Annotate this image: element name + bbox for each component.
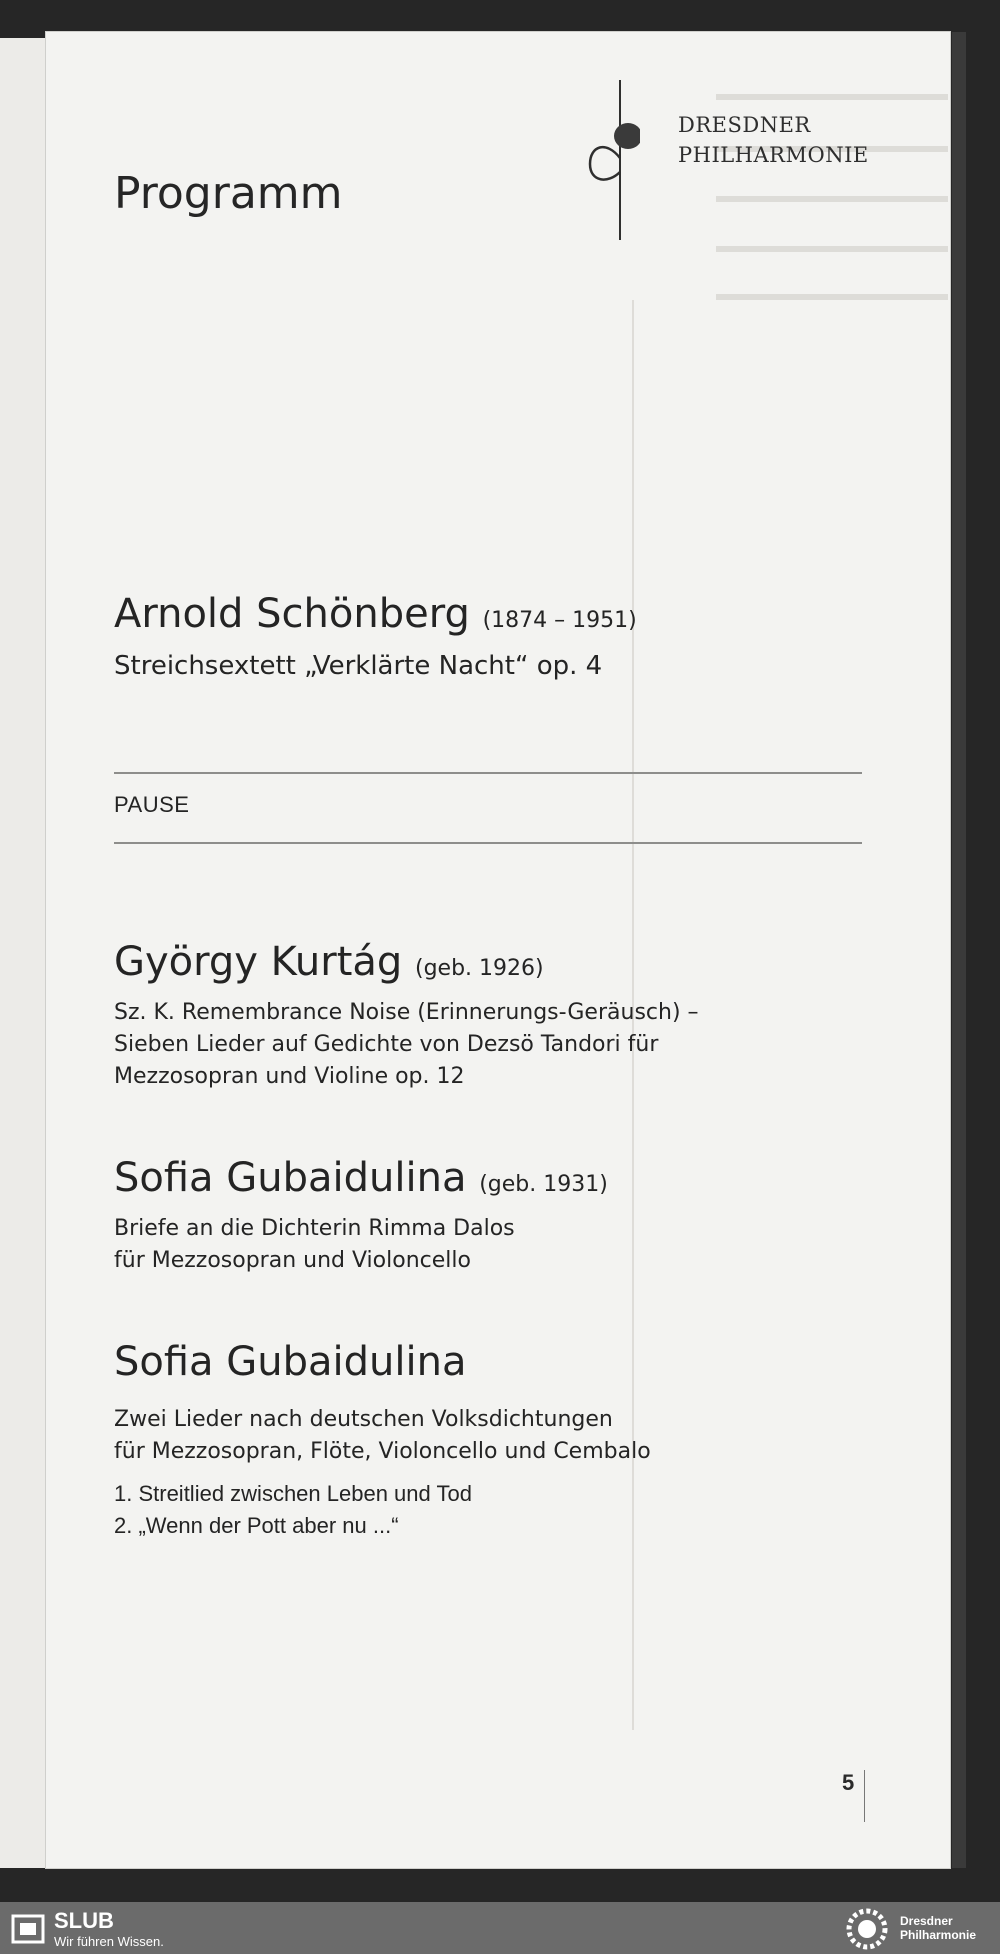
program-entry [114,938,874,1093]
program-entry [114,1338,874,1542]
movement-list [114,1478,874,1542]
page-title: Programm [114,168,343,219]
philharmonie-logo-icon [584,80,640,240]
program-entry [114,590,874,683]
composer-dates: (1874 – 1951) [482,608,637,633]
composer-heading [114,1338,874,1386]
slub-title[interactable]: SLUB [54,1908,114,1933]
work-title [114,649,874,683]
work-line: Briefe an die Dichterin Rimma Dalos [114,1216,515,1241]
work-line: Zwei Lieder nach deutschen Volksdichtungen [114,1407,613,1432]
divider-top [114,772,862,774]
philharmonie-logo-text [678,110,869,170]
work-title [114,1213,874,1277]
show-through-bar [716,94,948,100]
page-edge-shadow [952,32,966,1868]
composer-heading [114,1154,874,1209]
work-line: Streichsextett „Verklärte Nacht“ op. 4 [114,651,603,681]
previous-page-edge [0,38,48,1868]
partner-line-1: Dresdner [900,1914,953,1928]
page-number: 5 [842,1770,855,1795]
logo-line-2: PHILHARMONIE [678,143,869,167]
composer-dates: (geb. 1931) [479,1172,608,1197]
composer-name: György Kurtág [114,939,403,985]
program-entry [114,1154,874,1277]
composer-heading [114,938,874,993]
dresdner-philharmonie-text [900,1914,976,1942]
page-number-rule [864,1770,865,1822]
partner-line-2: Philharmonie [900,1928,977,1942]
composer-name: Arnold Schönberg [114,591,470,637]
work-title [114,1404,874,1468]
show-through-bar [716,294,948,300]
work-line: für Mezzosopran und Violoncello [114,1248,471,1273]
slub-logo-icon[interactable] [10,1912,46,1946]
movement-item: 2. „Wenn der Pott aber nu ...“ [114,1513,399,1538]
work-line: Sz. K. Remembrance Noise (Erinnerungs-Geräusch) – [114,1000,699,1025]
work-title [114,997,874,1093]
slub-tagline: Wir führen Wissen. [54,1934,164,1949]
show-through-bar [716,196,948,202]
pause-label: PAUSE [114,792,190,817]
logo-line-1: DRESDNER [678,113,811,137]
footer-bar [0,1902,1000,1954]
show-through-bar [716,246,948,252]
dresdner-philharmonie-icon[interactable] [842,1906,892,1952]
work-line: für Mezzosopran, Flöte, Violoncello und Cembalo [114,1439,651,1464]
composer-heading [114,590,874,645]
composer-name: Sofia Gubaidulina [114,1339,467,1385]
work-line: Mezzosopran und Violine op. 12 [114,1064,465,1089]
divider-bottom [114,842,862,844]
composer-dates: (geb. 1926) [415,956,544,981]
movement-item: 1. Streitlied zwischen Leben und Tod [114,1481,472,1506]
work-line: Sieben Lieder auf Gedichte von Dezsö Tandori für [114,1032,659,1057]
composer-name: Sofia Gubaidulina [114,1155,467,1201]
